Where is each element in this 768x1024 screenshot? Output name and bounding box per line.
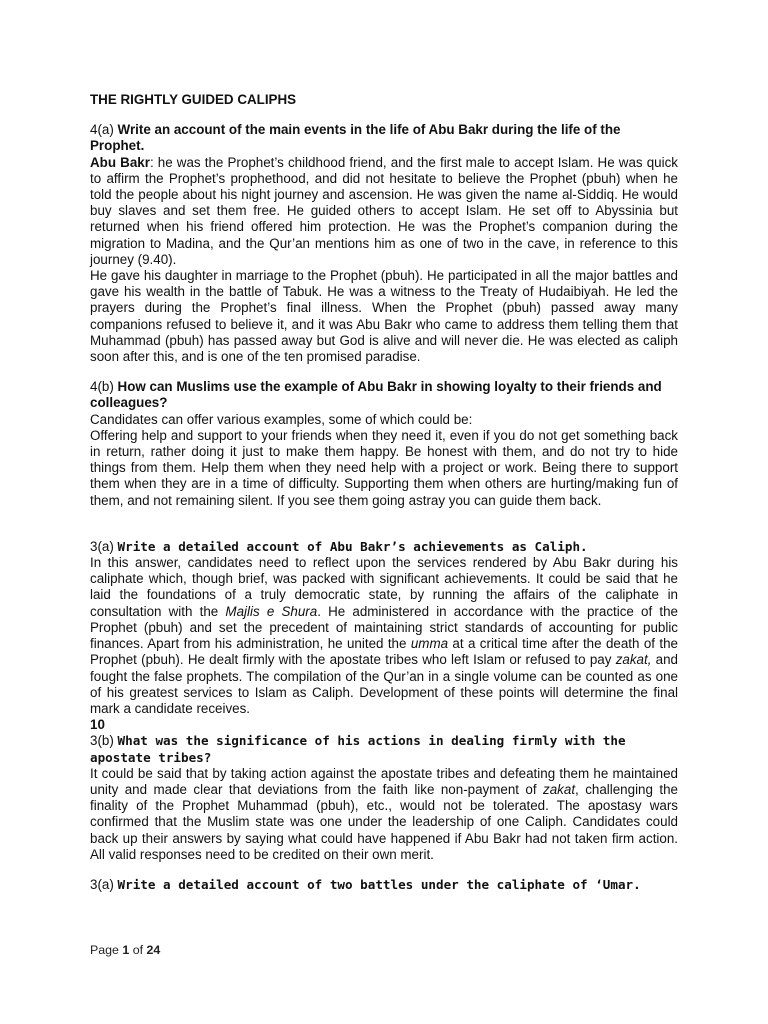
document-title: THE RIGHTLY GUIDED CALIPHS xyxy=(90,92,297,107)
section-3a xyxy=(90,539,678,733)
answer-paragraph xyxy=(90,766,678,863)
footer-page-number: 1 xyxy=(122,943,130,957)
footer-page-word: Page xyxy=(90,943,123,957)
question-4b xyxy=(90,379,678,411)
question-number: 3(b) xyxy=(90,733,118,749)
italic-term: zakat xyxy=(543,781,576,797)
italic-term: Majlis e Shura xyxy=(225,603,318,619)
answer-paragraph xyxy=(90,555,678,717)
italic-term: zakat, xyxy=(615,652,652,668)
answer-text: , challenging the finality of the Prophet Muhammad (pbuh), etc., would not be tolerated. The apostasy wars confirmed that the Muslim state was one under the leadership of one Caliph. Candidates could back up their answers by saying what could have happened if Abu Bakr had not taken firm action. All valid responses need to be credited on their own merit. xyxy=(90,781,678,862)
italic-term: umma xyxy=(410,636,449,652)
question-number: 4(a) xyxy=(90,122,118,138)
answer-text: In this answer, candidates need to reflect upon the services rendered by Abu Bakr during his caliphate which, though brief, was packed with significant achievements. It could be said that he laid the foundations of a truly democratic state, by running the affairs of the caliphate in consultation with the xyxy=(90,555,678,619)
question-text: Write a detailed account of two battles under the caliphate of ‘Umar. xyxy=(117,876,641,892)
answer-text: and fought the false prophets. The compilation of the Qur’an in a single volume can be counted as one of his greatest services to Islam as Caliph. Development of these points will determine the final mark a candidate receives. xyxy=(90,652,679,716)
answer-text: : he was the Prophet’s childhood friend, and the first male to accept Islam. He was quick to affirm the Prophet’s prophethood, and did not hesitate to believe the Prophet (pbuh) when he told the people about his night journey and ascension. He was given the name al-Siddiq. He would buy slaves and set them free. He guided others to accept Islam. He set off to Abyssinia but returned when his friend offered him protection. He was the Prophet’s companion during the migration to Madina, and the Qur’an mentions him as one of two in the cave, in reference to this journey (9.40). xyxy=(90,154,678,267)
answer-text: It could be said that by taking action against the apostate tribes and defeating them he maintained unity and made clear that deviations from the faith like non-payment of xyxy=(90,765,678,797)
question-text: What was the significance of his actions in dealing firmly with the apostate tribes? xyxy=(90,733,626,765)
answer-paragraph: Offering help and support to your friends when they need it, even if you do not get something back in return, rather doing it just to make them happy. Be honest with them, and do not try to hide things from them. Help them when they need help with a project or work. Being there to support them when they are in a time of difficulty. Supporting them when others are hurting/making fun of them, and not remaining silent. If you see them going astray you can guide them back. xyxy=(90,427,678,508)
answer-text: at a critical time after the death of the Prophet (pbuh). He dealt firmly with the apostate tribes who left Islam or refused to pay xyxy=(90,636,678,668)
document-page xyxy=(90,92,678,893)
footer-page-total: 24 xyxy=(146,943,161,957)
answer-paragraph: He gave his daughter in marriage to the Prophet (pbuh). He participated in all the major battles and gave his wealth in the battle of Tabuk. He was a witness to the Treaty of Hudaibiyah. He led the prayers during the Prophet’s final illness. When the Prophet (pbuh) passed away many companions refused to believe it, and it was Abu Bakr who came to address them telling them that Muhammad (pbuh) has passed away but God is alive and will never die. He was elected as caliph soon after this, and is one of the ten promised paradise. xyxy=(90,268,678,365)
question-4a xyxy=(90,122,678,154)
answer-lead: Abu Bakr xyxy=(90,154,150,170)
page-footer xyxy=(90,943,160,957)
question-3a xyxy=(90,539,678,555)
question-text: How can Muslims use the example of Abu Bakr in showing loyalty to their friends and colleagues? xyxy=(90,379,662,411)
mark-value: 10 xyxy=(90,717,105,733)
answer-paragraph: Candidates can offer various examples, some of which could be: xyxy=(90,411,473,427)
question-number: 3(a) xyxy=(90,876,118,892)
question-text: Write a detailed account of Abu Bakr’s achievements as Caliph. xyxy=(117,538,588,554)
answer-paragraph xyxy=(90,155,678,268)
section-3a-umar xyxy=(90,877,678,893)
question-3a-umar xyxy=(90,877,678,893)
answer-text: . He administered in accordance with the practice of the Prophet (pbuh) and set the precedent of maintaining strict standards of accounting for public finances. Apart from his administration, he united the xyxy=(90,603,679,652)
section-3b xyxy=(90,733,678,863)
question-number: 4(b) xyxy=(90,379,118,395)
question-text: Write an account of the main events in the life of Abu Bakr during the life of the Prophet. xyxy=(90,122,621,154)
section-4b xyxy=(90,379,678,509)
footer-of-word: of xyxy=(129,943,147,957)
question-3b xyxy=(90,733,678,765)
question-number: 3(a) xyxy=(90,538,118,554)
